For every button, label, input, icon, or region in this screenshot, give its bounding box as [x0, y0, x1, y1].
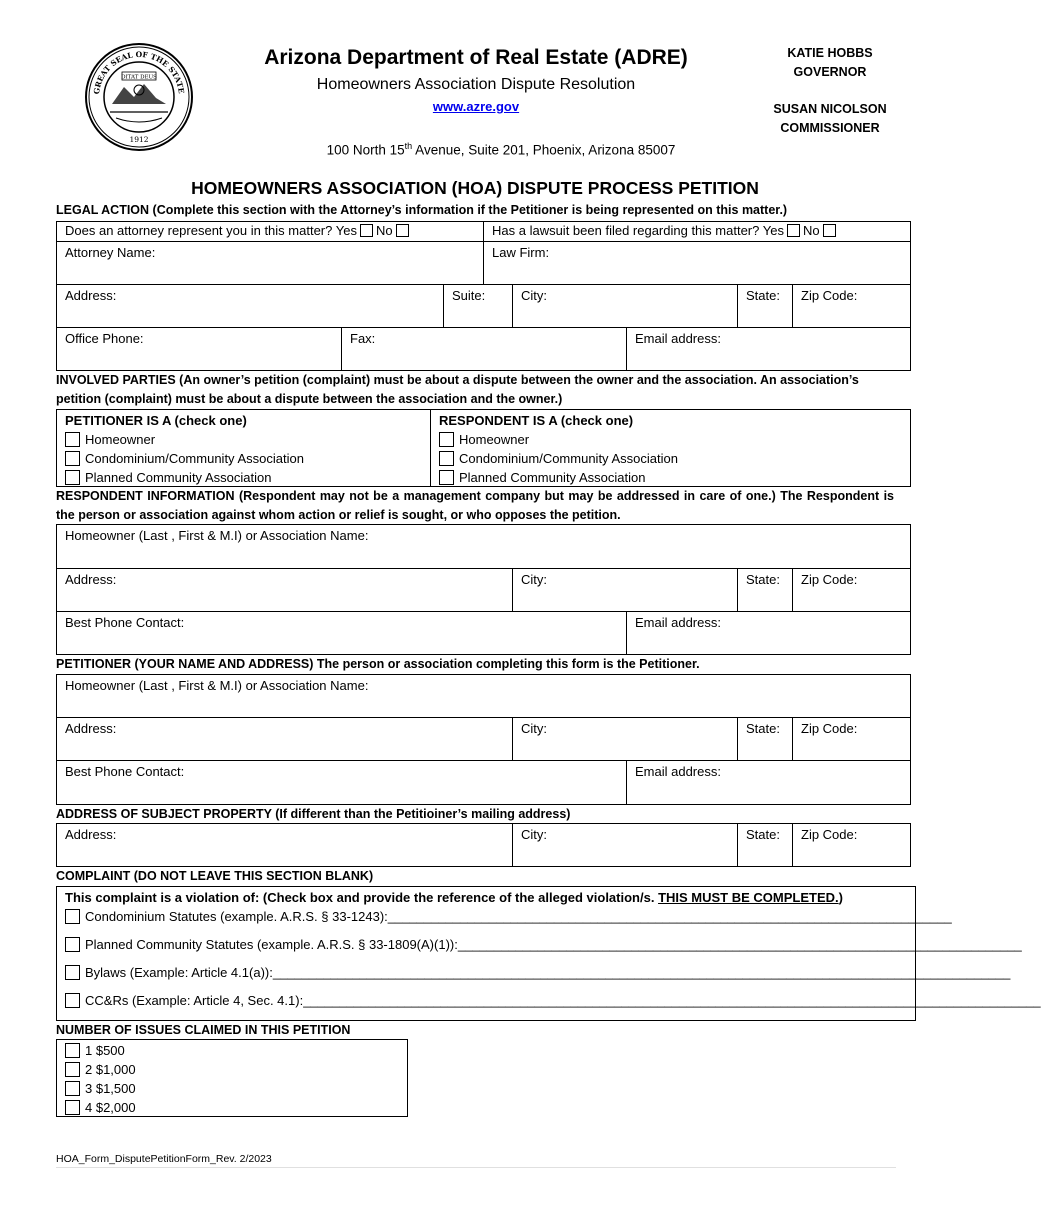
property-state-field[interactable]: State:: [737, 823, 793, 867]
law-firm-field[interactable]: Law Firm:: [483, 241, 911, 285]
involved-parties-heading: INVOLVED PARTIES (An owner’s petition (complaint) must be about a dispute between the owner and the association. An association’s petition (complaint) must be about a dispute between the association and the owner.): [56, 373, 859, 406]
petitioner-name-field[interactable]: Homeowner (Last , First & M.I) or Association Name:: [56, 674, 911, 718]
officials-block: [760, 44, 900, 138]
footer-divider: [56, 1167, 896, 1168]
respondent-name-field[interactable]: Homeowner (Last , First & M.I) or Association Name:: [56, 524, 911, 569]
subject-property-heading: ADDRESS OF SUBJECT PROPERTY (If different than the Petitioiner’s mailing address): [56, 807, 571, 821]
respondent-homeowner-checkbox[interactable]: [439, 432, 454, 447]
commissioner-name: SUSAN NICOLSON: [773, 102, 887, 116]
attorney-zip-field[interactable]: Zip Code:: [792, 284, 911, 328]
violation-bylaws-row: Bylaws (Example: Article 4.1(a)):______________________________________________________________________________________________________: [65, 963, 907, 982]
issues-2-checkbox[interactable]: [65, 1062, 80, 1077]
respondent-city-field[interactable]: City:: [512, 568, 738, 612]
petitioner-homeowner-checkbox[interactable]: [65, 432, 80, 447]
svg-text:DITAT DEUS: DITAT DEUS: [121, 74, 157, 81]
office-phone-field[interactable]: Office Phone:: [56, 327, 342, 371]
svg-text:1912: 1912: [129, 135, 149, 144]
respondent-address-field[interactable]: Address:: [56, 568, 513, 612]
violation-ccrs-checkbox[interactable]: [65, 993, 80, 1008]
commissioner-title: COMMISSIONER: [780, 121, 880, 135]
violation-ccrs-row: CC&Rs (Example: Article 4, Sec. 4.1):______________________________________________________________________________________________________: [65, 991, 907, 1010]
petitioner-planned-checkbox[interactable]: [65, 470, 80, 485]
attorney-name-field[interactable]: Attorney Name:: [56, 241, 484, 285]
attorney-yes-checkbox[interactable]: [360, 224, 373, 237]
petitioner-zip-field[interactable]: Zip Code:: [792, 717, 911, 761]
violation-condo-input[interactable]: ______________________________________________________________________________: [387, 909, 952, 924]
violation-bylaws-input[interactable]: ______________________________________________________________________________________________________: [272, 965, 1011, 980]
attorney-address-field[interactable]: Address:: [56, 284, 444, 328]
form-title: HOMEOWNERS ASSOCIATION (HOA) DISPUTE PROCESS PETITION: [191, 178, 759, 198]
violation-condo-checkbox[interactable]: [65, 909, 80, 924]
respondent-type-heading: RESPONDENT IS A (check one): [439, 413, 634, 428]
petitioner-state-field[interactable]: State:: [737, 717, 793, 761]
complaint-box: [56, 886, 1041, 1021]
attorney-email-field[interactable]: Email address:: [626, 327, 911, 371]
respondent-info-heading: RESPONDENT INFORMATION (Respondent may not be a management company but may be addressed in care of one.) The Respondent is the person or association against whom action or relief is sought, or who opposes the petition.: [56, 489, 894, 522]
attorney-no-checkbox[interactable]: [396, 224, 409, 237]
governor-name: KATIE HOBBS: [787, 46, 873, 60]
attorney-suite-field[interactable]: Suite:: [443, 284, 513, 328]
svg-text:GREAT SEAL OF THE STATE OF ARI: GREAT SEAL OF THE STATE: [92, 49, 186, 95]
respondent-phone-field[interactable]: Best Phone Contact:: [56, 611, 627, 655]
agency-name: Arizona Department of Real Estate (ADRE): [264, 46, 688, 69]
violation-bylaws-checkbox[interactable]: [65, 965, 80, 980]
division-name: Homeowners Association Dispute Resolution: [316, 76, 636, 93]
petitioner-phone-field[interactable]: Best Phone Contact:: [56, 760, 627, 805]
complaint-intro: This complaint is a violation of: (Check box and provide the reference of the alleged violation/s. THIS MUST BE COMPLETED.): [65, 890, 843, 905]
violation-planned-row: Planned Community Statutes (example. A.R.S. § 33-1809(A)(1)):______________________________________________________________________________: [65, 935, 907, 954]
agency-address: 100 North 15th Avenue, Suite 201, Phoenix, Arizona 85007: [326, 141, 676, 158]
fax-field[interactable]: Fax:: [341, 327, 627, 371]
violation-planned-checkbox[interactable]: [65, 937, 80, 952]
form-revision-footer: HOA_Form_DisputePetitionForm_Rev. 2/2023: [56, 1153, 272, 1165]
respondent-type-box: RESPONDENT IS A (check one) Homeowner Condominium/Community Association Planned Community Association: [430, 409, 911, 487]
violation-condo-row: Condominium Statutes (example. A.R.S. § 33-1243):______________________________________________________________________________: [65, 907, 907, 926]
petitioner-email-field[interactable]: Email address:: [626, 760, 911, 805]
violation-planned-input[interactable]: ______________________________________________________________________________: [457, 937, 1022, 952]
property-city-field[interactable]: City:: [512, 823, 738, 867]
issues-4-checkbox[interactable]: [65, 1100, 80, 1115]
petitioner-city-field[interactable]: City:: [512, 717, 738, 761]
petitioner-condo-checkbox[interactable]: [65, 451, 80, 466]
attorney-state-field[interactable]: State:: [737, 284, 793, 328]
legal-action-heading: LEGAL ACTION (Complete this section with the Attorney’s information if the Petitioner is being represented on this matter.): [56, 203, 788, 217]
issues-3-checkbox[interactable]: [65, 1081, 80, 1096]
issues-box: 1 $500 2 $1,000 3 $1,500 4 $2,000: [56, 1039, 408, 1117]
attorney-question: Does an attorney represent you in this matter? Yes No: [56, 221, 484, 242]
property-address-field[interactable]: Address:: [56, 823, 513, 867]
state-seal: [84, 42, 194, 152]
violation-ccrs-input[interactable]: ______________________________________________________________________________________________________: [303, 993, 1041, 1008]
petitioner-type-box: PETITIONER IS A (check one) Homeowner Condominium/Community Association Planned Community Association: [56, 409, 431, 487]
petitioner-type-heading: PETITIONER IS A (check one): [65, 413, 247, 428]
issues-1-checkbox[interactable]: [65, 1043, 80, 1058]
respondent-planned-checkbox[interactable]: [439, 470, 454, 485]
respondent-condo-checkbox[interactable]: [439, 451, 454, 466]
property-zip-field[interactable]: Zip Code:: [792, 823, 911, 867]
respondent-email-field[interactable]: Email address:: [626, 611, 911, 655]
lawsuit-yes-checkbox[interactable]: [787, 224, 800, 237]
website-link[interactable]: www.azre.gov: [432, 99, 520, 114]
respondent-state-field[interactable]: State:: [737, 568, 793, 612]
petitioner-heading: PETITIONER (YOUR NAME AND ADDRESS) The person or association completing this form is the Petitioner.: [56, 657, 700, 671]
lawsuit-no-checkbox[interactable]: [823, 224, 836, 237]
lawsuit-question: Has a lawsuit been filed regarding this matter? Yes No: [483, 221, 911, 242]
respondent-zip-field[interactable]: Zip Code:: [792, 568, 911, 612]
attorney-city-field[interactable]: City:: [512, 284, 738, 328]
petitioner-address-field[interactable]: Address:: [56, 717, 513, 761]
issues-heading: NUMBER OF ISSUES CLAIMED IN THIS PETITION: [56, 1023, 351, 1037]
governor-title: GOVERNOR: [793, 65, 867, 79]
complaint-heading: COMPLAINT (DO NOT LEAVE THIS SECTION BLANK): [56, 869, 374, 883]
